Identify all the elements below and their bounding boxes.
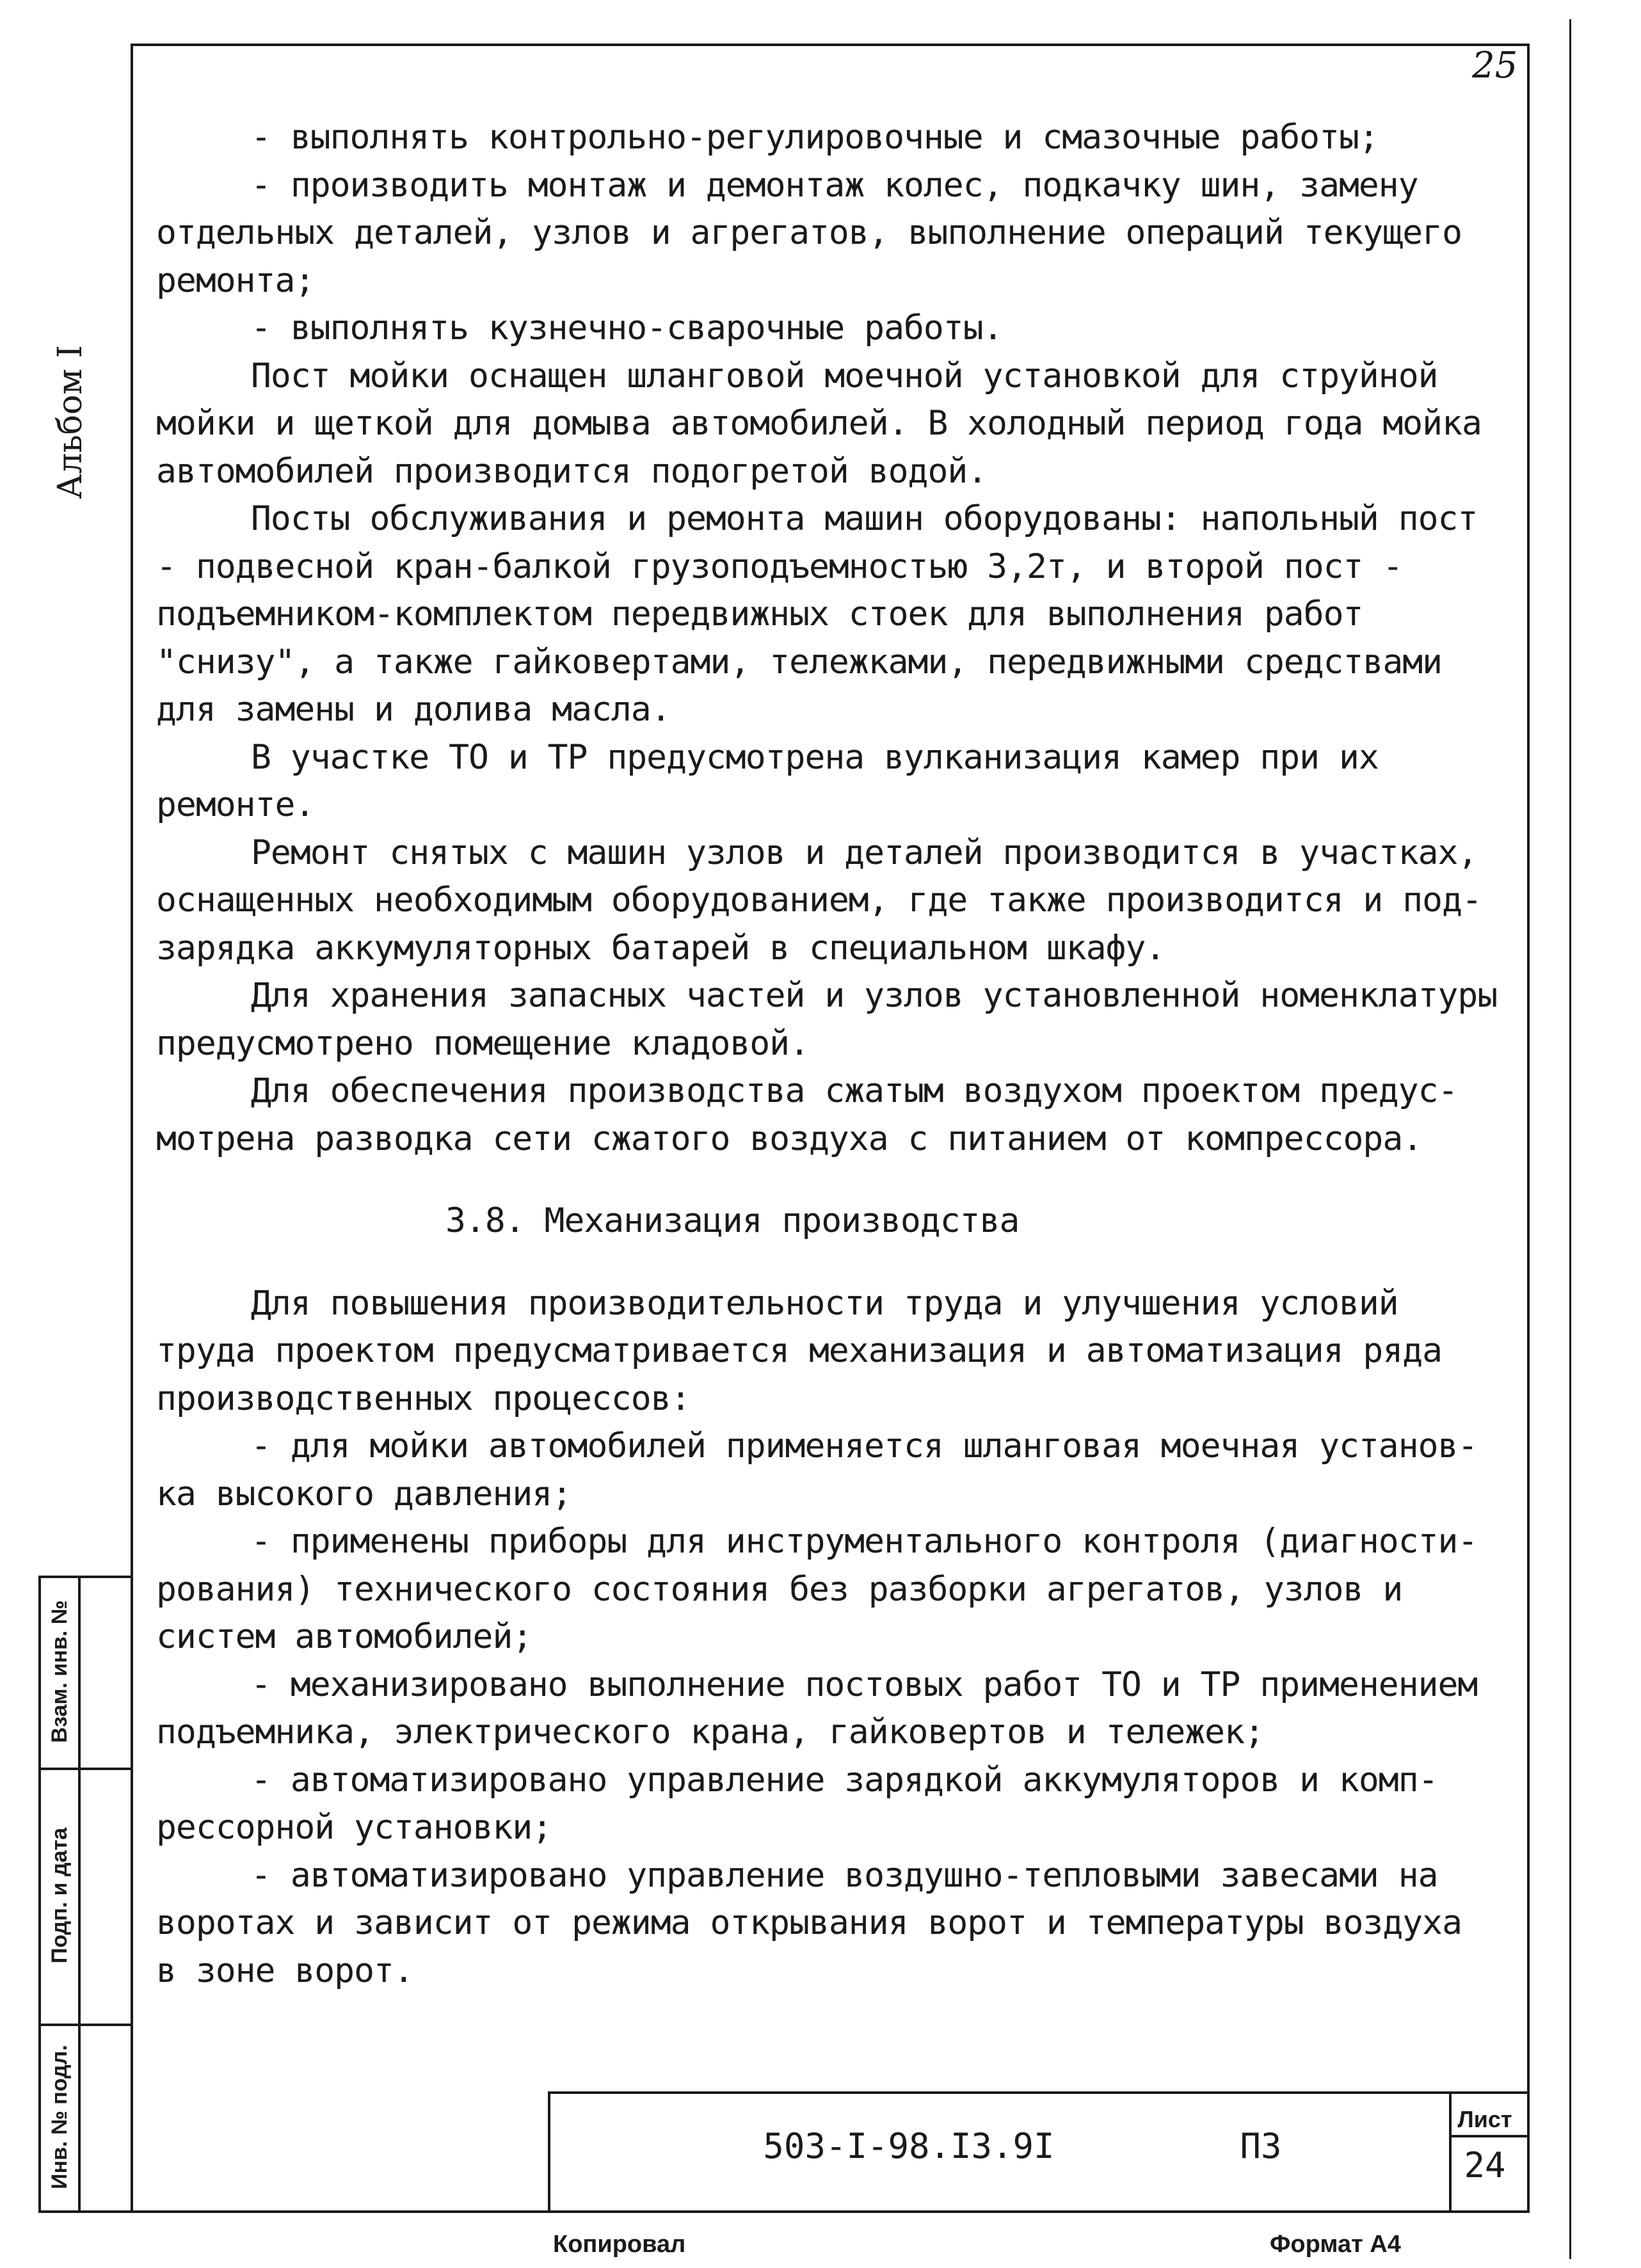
- text-line: труда проектом предусматривается механизация и автоматизация ряда: [156, 1331, 1443, 1370]
- text-line: ремонта;: [156, 260, 315, 300]
- sign-date-label: Подп. и дата: [47, 1827, 72, 1964]
- paragraph-group-1: [156, 114, 1498, 1163]
- original-inventory-label: Инв. № подл.: [47, 2045, 72, 2189]
- frame-bottom: [38, 2210, 1530, 2213]
- text-line: производственных процессов:: [156, 1378, 691, 1418]
- text-line: - механизировано выполнение постовых работ ТО и ТР применением: [251, 1665, 1478, 1704]
- text-line: мотрена разводка сети сжатого воздуха с питанием от компрессора.: [156, 1119, 1423, 1158]
- document-code: 503-I-98.I3.9I: [763, 2126, 1055, 2166]
- text-line: ремонте.: [156, 785, 315, 824]
- text-line: В участке ТО и ТР предусмотрена вулканизация камер при их: [251, 737, 1379, 777]
- side-stamp-mid: [78, 1576, 81, 2213]
- format-label: Формат А4: [1270, 2231, 1401, 2258]
- text-line: - применены приборы для инструментального контроля (диагности-: [251, 1522, 1478, 1561]
- text-line: Для повышения производительности труда и улучшения условий: [251, 1283, 1398, 1323]
- text-line: воротах и зависит от режима открывания ворот и температуры воздуха: [156, 1903, 1462, 1942]
- document-type: ПЗ: [1240, 2126, 1282, 2166]
- section-title: 3.8. Механизация производства: [445, 1201, 1020, 1240]
- corner-sheet-mark: 25: [1472, 45, 1518, 86]
- title-block-left: [548, 2091, 550, 2213]
- text-line: оснащенных необходимым оборудованием, где также производится и под-: [156, 881, 1482, 920]
- text-line: - для мойки автомобилей применяется шланговая моечная установ-: [251, 1426, 1478, 1465]
- copied-by-label: Копировал: [553, 2231, 686, 2258]
- sheet-number: 24: [1464, 2145, 1506, 2185]
- sheet-cell-left: [1449, 2091, 1452, 2213]
- album-label: Альбом I: [51, 345, 90, 499]
- paragraph-group-2: [156, 1280, 1494, 1995]
- frame-top: [131, 44, 1530, 46]
- text-line: Посты обслуживания и ремонта машин оборудованы: напольный пост: [251, 499, 1478, 538]
- text-line: автомобилей производится подогретой водой.: [156, 451, 988, 491]
- document-body: [156, 114, 1498, 1995]
- text-line: - автоматизировано управление зарядкой аккумуляторов и комп-: [251, 1760, 1438, 1800]
- text-line: для замены и долива масла.: [156, 690, 671, 729]
- text-line: - выполнять кузнечно-сварочные работы.: [251, 308, 1003, 347]
- frame-right: [1527, 44, 1530, 2213]
- text-line: подъемника, электрического крана, гайковертов и тележек;: [156, 1713, 1264, 1752]
- text-line: отдельных деталей, узлов и агрегатов, выполнение операций текущего: [156, 213, 1462, 252]
- text-line: - подвесной кран-балкой грузоподъемностью 3,2т, и второй пост -: [156, 547, 1403, 586]
- text-line: Ремонт снятых с машин узлов и деталей производится в участках,: [251, 833, 1478, 872]
- text-line: ка высокого давления;: [156, 1474, 572, 1513]
- text-line: в зоне ворот.: [156, 1951, 413, 1990]
- text-line: - выполнять контрольно-регулировочные и смазочные работы;: [251, 118, 1379, 157]
- text-line: рования) технического состояния без разборки агрегатов, узлов и: [156, 1569, 1403, 1609]
- text-line: - автоматизировано управление воздушно-тепловыми завесами на: [251, 1855, 1438, 1895]
- text-line: рессорной установки;: [156, 1808, 552, 1847]
- replace-inventory-label: Взам. инв. №: [47, 1600, 72, 1743]
- title-block-top: [548, 2091, 1530, 2094]
- text-line: мойки и щеткой для домыва автомобилей. В холодный период года мойка: [156, 404, 1482, 443]
- text-line: Для обеспечения производства сжатым воздухом проектом предус-: [251, 1071, 1458, 1110]
- text-line: Пост мойки оснащен шланговой моечной установкой для струйной: [251, 356, 1438, 395]
- text-line: подъемником-комплектом передвижных стоек для выполнения работ: [156, 595, 1363, 634]
- sheet-cell-divider: [1449, 2135, 1530, 2137]
- text-line: зарядка аккумуляторных батарей в специальном шкафу.: [156, 928, 1165, 968]
- edge-line-right: [1569, 19, 1571, 2259]
- text-line: "снизу", а также гайковертами, тележками, передвижными средствами: [156, 642, 1443, 682]
- text-line: - производить монтаж и демонтаж колес, подкачку шин, замену: [251, 165, 1418, 205]
- frame-left: [131, 44, 133, 2213]
- text-line: Для хранения запасных частей и узлов установленной номенклатуры: [251, 976, 1498, 1015]
- text-line: предусмотрено помещение кладовой.: [156, 1023, 809, 1063]
- sheet-label: Лист: [1457, 2106, 1512, 2132]
- text-line: систем автомобилей;: [156, 1617, 532, 1656]
